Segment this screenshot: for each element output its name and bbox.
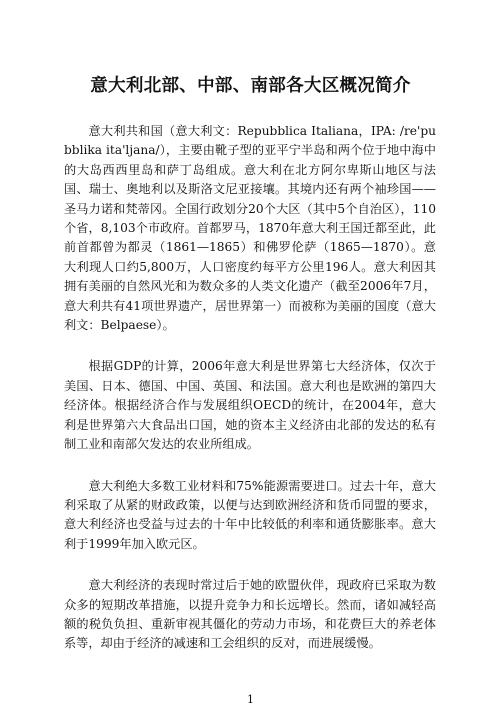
page-number: 1	[247, 693, 254, 706]
paragraph-3: 意大利绝大多数工业材料和75%能源需要进口。过去十年，意大利采取了从紧的财政政策，以便与达到欧洲经济和货币同盟的要求，意大利经济也受益与过去的十年中比较低的利率和通货膨胀率。意大利于1999年加入欧元区。	[64, 478, 436, 551]
paragraph-2: 根据GDP的计算，2006年意大利是世界第七大经济体，仅次于美国、日本、德国、中国、英国、和法国。意大利也是欧洲的第四大经济体。根据经济合作与发展组织OECD的统计，在2004年，意大利是世界第六大食品出口国，她的资本主义经济由北部的发达的私有制工业和南部欠发达的农业所组成。	[64, 359, 436, 452]
paragraph-4: 意大利经济的表现时常过后于她的欧盟伙伴，现政府已采取为数众多的短期改革措施，以提升竞争力和长远增长。然而，诸如减轻高额的税负负担、重新审视其僵化的劳动力市场，和花费巨大的养老体系等，却由于经济的减速和工会组织的反对，而进展缓慢。	[64, 578, 436, 651]
paragraph-1: 意大利共和国（意大利文：Repubblica Italiana，IPA: /re'pubblika ita'ljana/），主要由靴子型的亚平宁半岛和两个位于地中海中的大岛西西里岛和萨丁岛组成。意大利在北方阿尔卑斯山地区与法国、瑞士、奥地利以及斯洛文尼亚接壤。其境内还有两个袖珍国——圣马力诺和梵蒂冈。全国行政划分20个大区（其中5个自治区），110个省，8,103个市政府。首都罗马，1870年意大利王国迁都至此，此前首都曾为都灵（1861—1865）和佛罗伦萨（1865—1870）。意大利现人口约5,800万，人口密度约每平方公里196人。意大利因其拥有美丽的自然风光和为数众多的人类文化遗产（截至2006年7月，意大利共有41项世界遗产，居世界第一）而被称为美丽的国度（意大利文：Belpaese）。	[64, 124, 436, 333]
document-title: 意大利北部、中部、南部各大区概况简介	[90, 76, 411, 96]
document-body	[64, 122, 436, 676]
